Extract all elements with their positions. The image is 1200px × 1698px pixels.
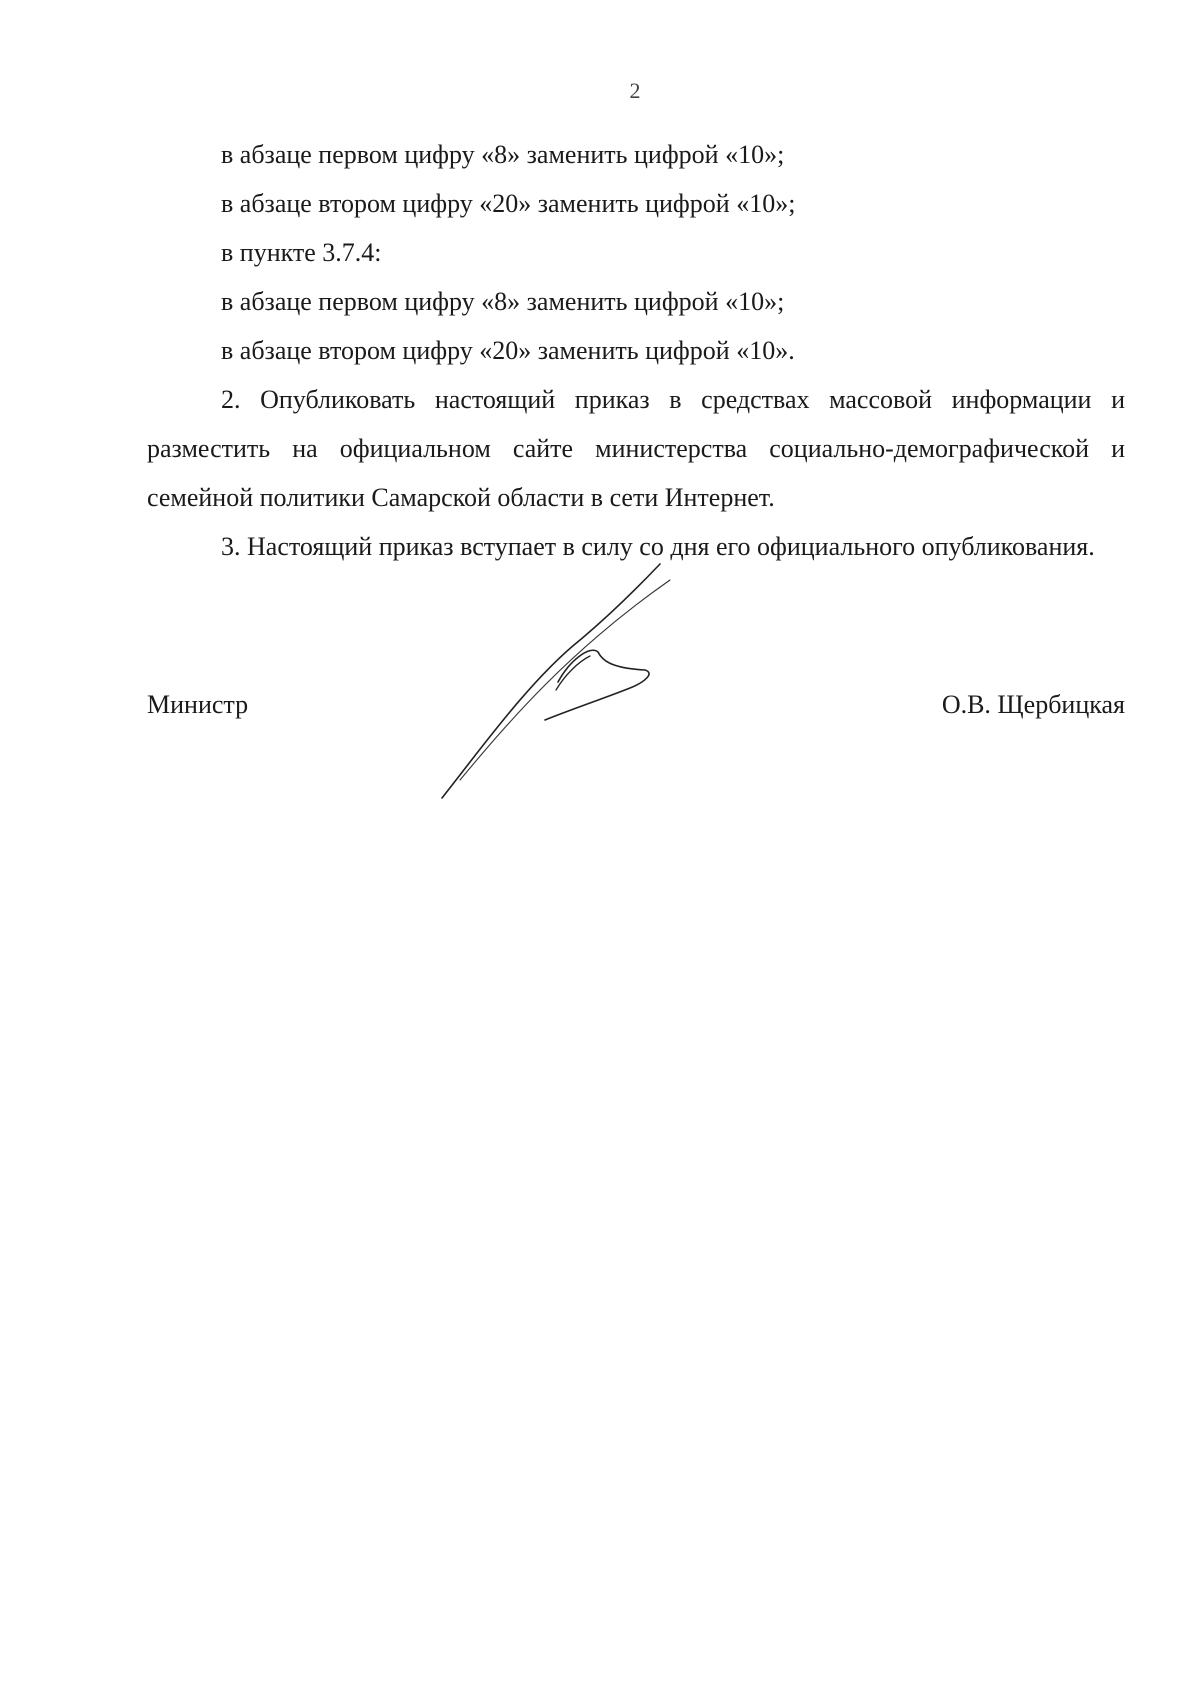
amendment-line-1: в абзаце первом цифру «8» заменить цифрой «10»; bbox=[221, 140, 785, 169]
signatory-title: Министр bbox=[147, 690, 249, 719]
page-number: 2 bbox=[629, 78, 641, 103]
paragraph-effective-date: 3. Настоящий приказ вступает в силу со дня его официального опубликования. bbox=[221, 532, 1095, 561]
paragraph-publication: 2. Опубликовать настоящий приказ в средствах массовой информации и разместить на официальном сайте министерства социально-демографической и семейной политики Самарской области в сети Интернет. bbox=[147, 385, 1125, 512]
signatory-name: О.В. Щербицкая bbox=[941, 690, 1125, 719]
amendment-line-5: в абзаце втором цифру «20» заменить цифрой «10». bbox=[221, 336, 795, 365]
amendment-line-4: в абзаце первом цифру «8» заменить цифрой «10»; bbox=[221, 287, 785, 316]
handwritten-signature-icon bbox=[440, 560, 720, 800]
amendment-line-2: в абзаце втором цифру «20» заменить цифрой «10»; bbox=[221, 189, 796, 218]
document-body bbox=[147, 130, 1125, 571]
amendment-line-3: в пункте 3.7.4: bbox=[221, 238, 382, 267]
